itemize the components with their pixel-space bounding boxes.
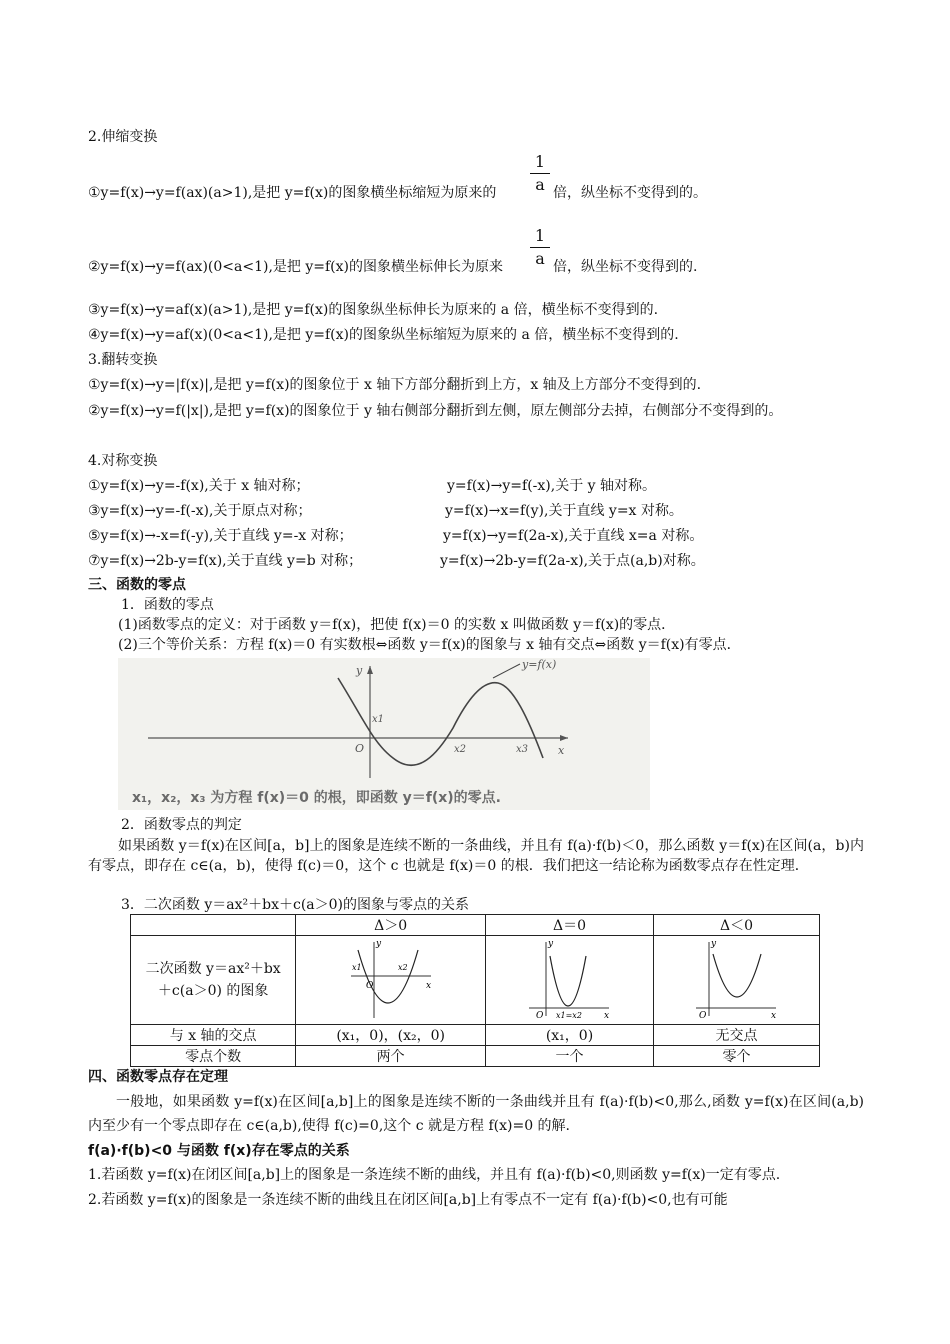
table-count-label: 零点个数 bbox=[131, 1046, 296, 1067]
sym-row-2-left: ③y=f(x)→y=-f(-x),关于原点对称； bbox=[88, 503, 312, 519]
graph-x2-label: x2 bbox=[454, 744, 467, 755]
stretch-item-2-end: 倍，纵坐标不变得到的. bbox=[553, 259, 698, 275]
parabola-two-roots bbox=[346, 936, 436, 1020]
g3-parabola bbox=[713, 954, 761, 997]
table-intersection-label: 与 x 轴的交点 bbox=[131, 1025, 296, 1046]
graph-origin-label: O bbox=[355, 742, 365, 755]
g1-y-label: y bbox=[375, 939, 381, 949]
fraction-1-over-a bbox=[530, 153, 550, 194]
zero-point-graph-svg bbox=[118, 658, 650, 810]
stretch-item-1-end: 倍，纵坐标不变得到的。 bbox=[553, 185, 707, 201]
stretch-item-2: ②y=f(x)→y=f(ax)(0<a<1),是把 y=f(x)的图象横坐标伸长为原来 bbox=[88, 259, 503, 275]
g1-x2-label: x2 bbox=[397, 963, 408, 972]
graph-x1-label: x1 bbox=[372, 714, 385, 725]
table-row-label-graph: 二次函数 y＝ax²＋bx＋c(a＞0) 的图象 bbox=[131, 936, 296, 1025]
heading-existence-theorem: 四、函数零点存在定理 bbox=[88, 1069, 228, 1085]
table-count-two: 两个 bbox=[296, 1046, 486, 1067]
quadratic-zero-table bbox=[130, 914, 820, 1067]
graph-y-label: y bbox=[356, 664, 363, 677]
g1-x-label: x bbox=[425, 981, 431, 991]
table-graph-no-root bbox=[653, 936, 819, 1025]
sym-row-1-left: ①y=f(x)→y=-f(x),关于 x 轴对称； bbox=[88, 478, 310, 494]
table-header-positive: Δ＞0 bbox=[296, 915, 486, 936]
relation-item-1: 1.若函数 y=f(x)在闭区间[a,b]上的图象是一条连续不断的曲线，并且有 f(a)·f(b)<0,则函数 y=f(x)一定有零点. bbox=[88, 1167, 781, 1183]
stretch-item-4: ④y=f(x)→y=af(x)(0<a<1),是把 y=f(x)的图象纵坐标缩短为原来的 a 倍，横坐标不变得到的. bbox=[88, 327, 679, 343]
g2-y-label: y bbox=[548, 939, 554, 949]
g1-origin-label: O bbox=[365, 981, 374, 991]
table-graph-two-roots bbox=[296, 936, 486, 1025]
flip-item-2: ②y=f(x)→y=f(|x|),是把 y=f(x)的图象位于 y 轴右侧部分翻折到左侧，原左侧部分去掉，右侧部分不变得到的。 bbox=[88, 403, 783, 419]
zero-equivalence: (2)三个等价关系：方程 f(x)＝0 有实数根⇔函数 y＝f(x)的图象与 x 轴有交点⇔函数 y＝f(x)有零点． bbox=[118, 637, 741, 653]
table-header-zero: Δ＝0 bbox=[486, 915, 654, 936]
heading-fafb-relation: f(a)·f(b)<0 与函数 f(x)存在零点的关系 bbox=[88, 1143, 350, 1159]
g3-y-label: y bbox=[711, 939, 717, 949]
zero-definition: (1)函数零点的定义：对于函数 y＝f(x)，把使 f(x)＝0 的实数 x 叫做函数 y＝f(x)的零点． bbox=[118, 617, 676, 633]
zero-point-graph bbox=[118, 658, 650, 810]
graph-curve-pointer bbox=[493, 664, 520, 678]
parabola-one-root bbox=[524, 936, 614, 1020]
graph-x3-label: x3 bbox=[516, 744, 529, 755]
parabola-no-root bbox=[691, 936, 781, 1020]
table-count-zero: 零个 bbox=[653, 1046, 819, 1067]
table-intersection-none: 无交点 bbox=[653, 1025, 819, 1046]
zero-subtitle-3: 3．二次函数 y＝ax²＋bx＋c(a＞0)的图象与零点的关系 bbox=[121, 897, 469, 913]
g1-x1-label: x1 bbox=[351, 963, 362, 972]
g3-origin-label: O bbox=[699, 1011, 707, 1020]
stretch-item-1: ①y=f(x)→y=f(ax)(a>1),是把 y=f(x)的图象横坐标缩短为原来的 bbox=[88, 185, 497, 201]
flip-item-1: ①y=f(x)→y=|f(x)|,是把 y=f(x)的图象位于 x 轴下方部分翻折到上方，x 轴及上方部分不变得到的. bbox=[88, 377, 702, 393]
sym-row-1-right: y=f(x)→y=f(-x),关于 y 轴对称。 bbox=[447, 478, 657, 494]
fraction-denominator: a bbox=[535, 175, 545, 194]
g2-parabola bbox=[550, 956, 586, 1006]
g3-x-label: x bbox=[771, 1011, 777, 1020]
table-corner bbox=[131, 915, 296, 936]
graph-caption: x₁，x₂，x₃ 为方程 f(x)＝0 的根，即函数 y＝f(x)的零点. bbox=[132, 790, 502, 806]
fraction-numerator: 1 bbox=[534, 152, 546, 171]
g2-x-label: x bbox=[604, 1011, 610, 1020]
sym-row-4-right: y=f(x)→2b-y=f(2a-x),关于点(a,b)对称。 bbox=[440, 553, 705, 569]
sym-row-3-left: ⑤y=f(x)→-x=f(-y),关于直线 y=-x 对称； bbox=[88, 528, 353, 544]
sym-row-4-left: ⑦y=f(x)→2b-y=f(x),关于直线 y=b 对称； bbox=[88, 553, 363, 569]
table-intersection-two: (x₁，0)，(x₂，0) bbox=[296, 1025, 486, 1046]
sym-row-2-right: y=f(x)→x=f(y),关于直线 y=x 对称。 bbox=[445, 503, 683, 519]
graph-x-label: x bbox=[558, 744, 565, 757]
g2-origin-label: O bbox=[536, 1011, 544, 1020]
table-graph-one-root bbox=[486, 936, 654, 1025]
zero-existence-theorem: 如果函数 y＝f(x)在区间[a，b]上的图象是连续不断的一条曲线，并且有 f(a)·f(b)＜0，那么函数 y＝f(x)在区间(a，b)内有零点，即存在 c∈(a，b)，使得 f(c)＝0，这个 c 也就是 f(x)＝0 的根．我们把这一结论称为函数零点存在性定理． bbox=[88, 838, 864, 874]
fraction-denominator: a bbox=[535, 249, 545, 268]
graph-curve bbox=[338, 678, 543, 765]
section-title-stretch: 2.伸缩变换 bbox=[88, 129, 158, 145]
heading-zero-points: 三、函数的零点 bbox=[88, 577, 186, 593]
sym-row-3-right: y=f(x)→y=f(2a-x),关于直线 x=a 对称。 bbox=[443, 528, 704, 544]
zero-subtitle-2: 2．函数零点的判定 bbox=[121, 817, 242, 833]
graph-curve-label: y=f(x) bbox=[522, 658, 557, 671]
existence-theorem-text: 一般地，如果函数 y=f(x)在区间[a,b]上的图象是连续不断的一条曲线并且有 f(a)·f(b)<0,那么,函数 y=f(x)在区间(a,b)内至少有一个零点即存在 c∈(a,b),使得 f(c)=0,这个 c 就是方程 f(x)=0 的解. bbox=[88, 1094, 864, 1134]
section-title-flip: 3.翻转变换 bbox=[88, 352, 158, 368]
stretch-item-3: ③y=f(x)→y=af(x)(a>1),是把 y=f(x)的图象纵坐标伸长为原来的 a 倍，横坐标不变得到的. bbox=[88, 302, 659, 318]
section-title-symmetry: 4.对称变换 bbox=[88, 453, 158, 469]
table-intersection-one: (x₁，0) bbox=[486, 1025, 654, 1046]
relation-item-2: 2.若函数 y=f(x)的图象是一条连续不断的曲线且在闭区间[a,b]上有零点不一定有 f(a)·f(b)<0,也有可能 bbox=[88, 1192, 728, 1208]
table-count-one: 一个 bbox=[486, 1046, 654, 1067]
fraction-1-over-a-2 bbox=[530, 227, 550, 268]
fraction-numerator: 1 bbox=[534, 226, 546, 245]
table-header-negative: Δ＜0 bbox=[653, 915, 819, 936]
g2-x12-label: x1=x2 bbox=[556, 1011, 583, 1020]
zero-subtitle-1: 1．函数的零点 bbox=[121, 597, 214, 613]
